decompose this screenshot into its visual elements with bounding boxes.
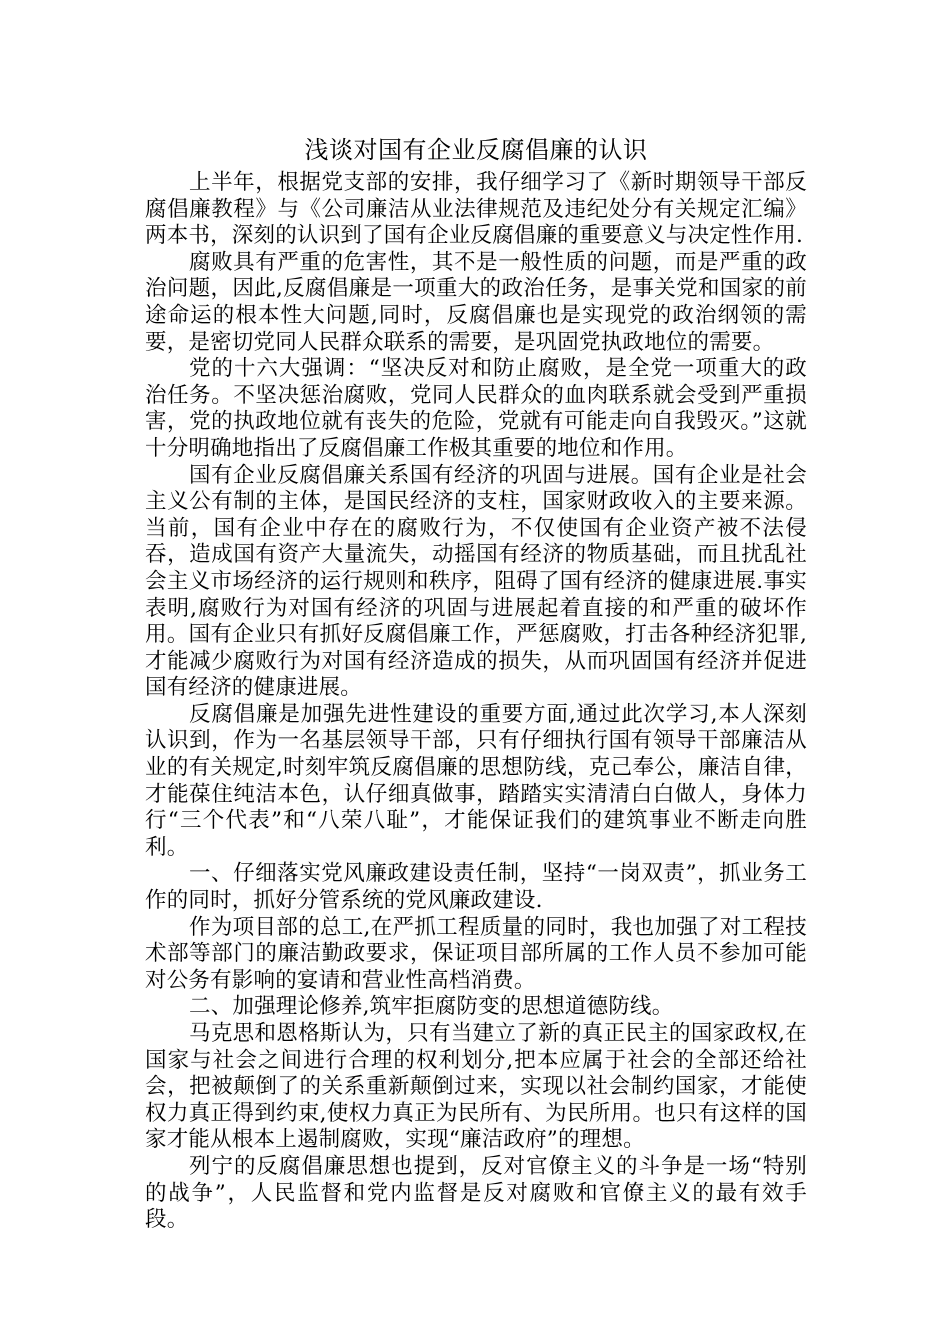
document-title: 浅谈对国有企业反腐倡廉的认识: [304, 136, 648, 164]
section-heading-1: 一、仔细落实党风廉政建设责任制，坚持“一岗双责”，抓业务工作的同时，抓好分管系统的党风廉政建设.: [145, 861, 807, 914]
paragraph-5: 反腐倡廉是加强先进性建设的重要方面,通过此次学习,本人深刻认识到，作为一名基层领导干部，只有仔细执行国有领导干部廉洁从业的有关规定,时刻牢筑反腐倡廉的思想防线，克己奉公，廉洁自律，才能葆住纯洁本色，认仔细真做事，踏踏实实清清白白做人，身体力行“三个代表”和“八荣八耻”，才能保证我们的建筑事业不断走向胜利。: [145, 701, 807, 860]
section-heading-2: 二、加强理论修养,筑牢拒腐防变的思想道德防线。: [189, 994, 674, 1020]
paragraph-2: 腐败具有严重的危害性，其不是一般性质的问题，而是严重的政治问题，因此,反腐倡廉是一项重大的政治任务，是事关党和国家的前途命运的根本性大问题,同时，反腐倡廉也是实现党的政治纲领的需要，是密切党同人民群众联系的需要，是巩固党执政地位的需要。: [145, 249, 807, 355]
paragraph-8: 列宁的反腐倡廉思想也提到，反对官僚主义的斗争是一场“特别的战争”，人民监督和党内监督是反对腐败和官僚主义的最有效手段。: [145, 1153, 807, 1233]
paragraph-1: 上半年，根据党支部的安排，我仔细学习了《新时期领导干部反腐倡廉教程》与《公司廉洁从业法律规范及违纪处分有关规定汇编》两本书，深刻的认识到了国有企业反腐倡廉的重要意义与决定性作用.: [145, 170, 807, 249]
document-page: [145, 134, 807, 1234]
paragraph-4: 国有企业反腐倡廉关系国有经济的巩固与进展。国有企业是社会主义公有制的主体，是国民经济的支柱，国家财政收入的主要来源。当前，国有企业中存在的腐败行为，不仅使国有企业资产被不法侵吞，造成国有资产大量流失，动摇国有经济的物质基础，而且扰乱社会主义市场经济的运行规则和秩序，阻碍了国有经济的健康进展.事实表明,腐败行为对国有经济的巩固与进展起着直接的和严重的破坏作用。国有企业只有抓好反腐倡廉工作，严惩腐败，打击各种经济犯罪,才能减少腐败行为对国有经济造成的损失，从而巩固国有经济并促进国有经济的健康进展。: [145, 462, 807, 701]
paragraph-7: 马克思和恩格斯认为，只有当建立了新的真正民主的国家政权,在国家与社会之间进行合理的权利划分,把本应属于社会的全部还给社会，把被颠倒了的关系重新颠倒过来，实现以社会制约国家，才能使权力真正得到约束,使权力真正为民所有、为民所用。也只有这样的国家才能从根本上遏制腐败，实现“廉洁政府”的理想。: [145, 1021, 807, 1153]
paragraph-6: 作为项目部的总工,在严抓工程质量的同时，我也加强了对工程技术部等部门的廉洁勤政要求，保证项目部所属的工作人员不参加可能对公务有影响的宴请和营业性高档消费。: [145, 914, 807, 993]
paragraph-3: 党的十六大强调：“坚决反对和防止腐败，是全党一项重大的政治任务。不坚决惩治腐败，党同人民群众的血肉联系就会受到严重损害，党的执政地位就有丧失的危险，党就有可能走向自我毁灭。”这就十分明确地指出了反腐倡廉工作极其重要的地位和作用。: [145, 356, 807, 461]
